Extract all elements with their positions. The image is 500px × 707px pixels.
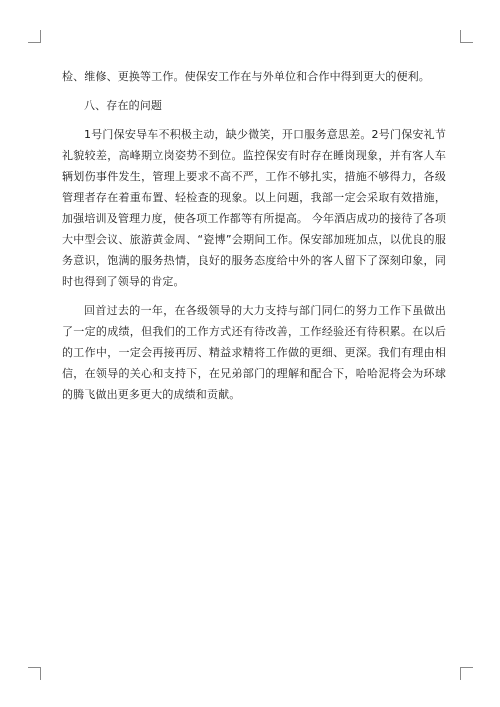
paragraph-problems: 1号门保安导车不积极主动，缺少微笑，开口服务意思差。2号门保安礼节礼貌较差，高峰期立岗姿势不到位。监控保安有时存在睡岗现象，并有客人车辆划伤事件发生，管理上要求不高不严，工作不够扎实，措施不够得力，各级管理者存在着重布置、轻检查的现象。以上问题，我部一定会采取有效措施，加强培训及管理力度，使各项工作都等有所提高。 今年酒店成功的接待了各项大中型会议、旅游黄金周、“瓷博”会期间工作。保安部加班加点，以优良的服务意识，饱满的服务热情，良好的服务态度给中外的客人留下了深刻印象，同时也得到了领导的肯定。 [62, 128, 446, 288]
document-body [62, 66, 446, 405]
crop-mark-top-left [28, 30, 41, 43]
paragraph-continuation: 检、维修、更换等工作。使保安工作在与外单位和合作中得到更大的便利。 [62, 70, 430, 83]
crop-mark-top-right [460, 30, 473, 43]
section-heading: 八、存在的问题 [84, 99, 163, 112]
crop-mark-bottom-left [28, 667, 41, 680]
paragraph-summary: 回首过去的一年，在各级领导的大力支持与部门同仁的努力工作下虽做出了一定的成绩，但我们的工作方式还有待改善，工作经验还有待积累。在以后的工作中，一定会再接再厉、精益求精将工作做的更细、更深。我们有理由相信，在领导的关心和支持下，在兄弟部门的理解和配合下，哈哈泥将会为环球的腾飞做出更多更大的成绩和贡献。 [62, 304, 446, 401]
crop-mark-bottom-right [460, 667, 473, 680]
